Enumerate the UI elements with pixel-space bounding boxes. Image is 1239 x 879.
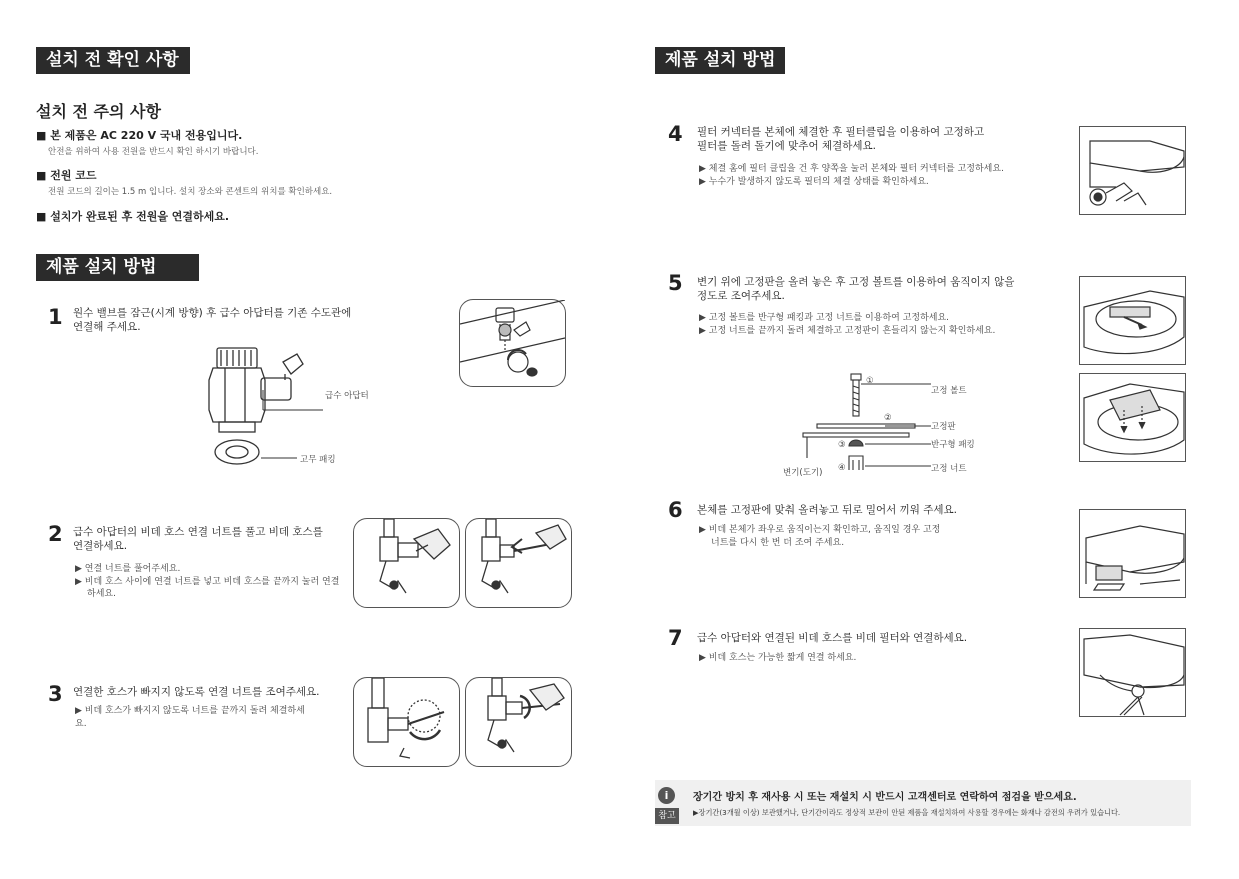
label-toilet: 변기(도기) bbox=[783, 468, 823, 478]
step-2-image-a bbox=[353, 518, 460, 608]
step-4-sub2: ▶ 누수가 발생하지 않도록 필터의 체결 상태를 확인하세요. bbox=[699, 176, 929, 187]
part-label-bolt: 고정 볼트 bbox=[931, 386, 967, 396]
bullet-power-head: ■ 본 제품은 AC 220 V 국내 전용입니다. bbox=[36, 129, 243, 142]
note-title: 장기간 방치 후 재사용 시 또는 재설치 시 반드시 고객센터로 연락하여 점검을 받으세요. bbox=[693, 792, 1077, 803]
step-2-sub1: ▶ 연결 너트를 풀어주세요. bbox=[75, 564, 181, 574]
caution-title: 설치 전 주의 사항 bbox=[36, 102, 161, 121]
step-3-number: 3 bbox=[48, 682, 63, 706]
step-1-line1: 원수 밸브를 잠근(시계 방향) 후 급수 아답터를 기존 수도관에 bbox=[73, 307, 352, 319]
step-7-number: 7 bbox=[668, 626, 683, 650]
part-label-plate: 고정판 bbox=[931, 422, 956, 432]
part-mark-4: ④ bbox=[838, 463, 846, 473]
step-2-image-b bbox=[465, 518, 572, 608]
step-6-subtext bbox=[699, 524, 999, 549]
part-label-packing: 반구형 패킹 bbox=[931, 440, 975, 450]
step-4-sub1: ▶ 체결 홈에 필터 클립을 건 후 양쪽을 눌러 본체와 필터 커넥터를 고정하세요. bbox=[699, 164, 1004, 174]
step-3-line1: 연결한 호스가 빠지지 않도록 연결 너트를 조여주세요. bbox=[73, 686, 320, 698]
part-label-nut: 고정 너트 bbox=[931, 464, 967, 474]
step-5-line2: 정도로 조여주세요. bbox=[697, 290, 785, 302]
label-water-adapter: 급수 아답터 bbox=[325, 391, 369, 401]
note-body: ▶장기간(3개월 이상) 보관했거나, 단기간이라도 정상적 보관이 안된 제품을 재설치하여 사용할 경우에는 화재나 감전의 우려가 있습니다. bbox=[693, 808, 1121, 817]
step-3-sub1: ▶ 비데 호스가 빠지지 않도록 너트를 끝까지 돌려 체결하세요. bbox=[75, 706, 305, 729]
step-4-line2: 필터를 돌려 돌기에 맞추어 체결하세요. bbox=[697, 140, 876, 152]
section-title-pre-install: 설치 전 확인 사항 bbox=[36, 47, 190, 74]
step-1-valve-image bbox=[459, 299, 566, 387]
step-6-number: 6 bbox=[668, 498, 683, 522]
step-1-line2: 연결해 주세요. bbox=[73, 321, 141, 333]
step-2-number: 2 bbox=[48, 522, 63, 546]
note-label: 참고 bbox=[655, 808, 679, 824]
step-1-number: 1 bbox=[48, 305, 63, 329]
step-2-subtext bbox=[75, 563, 345, 601]
note-box bbox=[655, 780, 1191, 826]
step-6-image bbox=[1079, 509, 1186, 598]
part-mark-2: ② bbox=[884, 413, 892, 423]
bullet-connect-head: ■ 설치가 완료된 후 전원을 연결하세요. bbox=[36, 210, 230, 223]
step-2-line1: 급수 아답터의 비데 호스 연결 너트를 풀고 비데 호스를 bbox=[73, 526, 323, 538]
bullet-cord-sub: 전원 코드의 길이는 1.5 m 입니다. 설치 장소와 콘센트의 위치를 확인하세요. bbox=[48, 187, 333, 197]
step-5-sub1: ▶ 고정 볼트를 반구형 패킹과 고정 너트를 이용하여 고정하세요. bbox=[699, 313, 950, 323]
step-4-image bbox=[1079, 126, 1186, 215]
adapter-illustration bbox=[205, 340, 405, 470]
part-mark-1: ① bbox=[866, 376, 874, 386]
step-4-text bbox=[697, 125, 1067, 153]
bullet-cord-head: ■ 전원 코드 bbox=[36, 169, 97, 182]
step-2-sub2: ▶ 비데 호스 사이에 연결 너트를 넣고 비데 호스를 끝까지 눌러 연결하세요. bbox=[75, 576, 340, 599]
step-5-number: 5 bbox=[668, 271, 683, 295]
step-2-line2: 연결하세요. bbox=[73, 540, 128, 552]
bullet-power-sub: 안전을 위하여 사용 전원을 반드시 확인 하시기 바랍니다. bbox=[48, 147, 259, 157]
step-3-image-a bbox=[353, 677, 460, 767]
step-5-line1: 변기 위에 고정판을 올려 놓은 후 고정 볼트를 이용하여 움직이지 않을 bbox=[697, 276, 1015, 288]
part-mark-3: ③ bbox=[838, 440, 846, 450]
step-7-sub1: ▶ 비데 호스는 가능한 짧게 연결 하세요. bbox=[699, 653, 857, 663]
step-5-text bbox=[697, 275, 1067, 303]
section-title-install-left: 제품 설치 방법 bbox=[36, 254, 199, 281]
step-3-image-b bbox=[465, 677, 572, 767]
step-6-line1: 본체를 고정판에 맞춰 올려놓고 뒤로 밀어서 끼워 주세요. bbox=[697, 504, 957, 516]
step-2-text bbox=[73, 525, 353, 553]
section-title-install-right: 제품 설치 방법 bbox=[655, 47, 785, 74]
label-rubber-packing: 고무 패킹 bbox=[300, 455, 336, 465]
step-1-text bbox=[73, 306, 383, 334]
step-5-image-b bbox=[1079, 373, 1186, 462]
step-5-image-a bbox=[1079, 276, 1186, 365]
step-5-sub2: ▶ 고정 너트를 끝까지 돌려 체결하고 고정판이 흔들리지 않는지 확인하세요. bbox=[699, 325, 996, 336]
info-icon: i bbox=[658, 787, 675, 804]
step-4-line1: 필터 커넥터를 본체에 체결한 후 필터클립을 이용하여 고정하고 bbox=[697, 126, 985, 138]
step-4-subtext bbox=[699, 163, 1069, 188]
step-7-image bbox=[1079, 628, 1186, 717]
step-5-subtext bbox=[699, 312, 1069, 337]
step-4-number: 4 bbox=[668, 122, 683, 146]
step-6-sub2: 너트를 다시 한 번 더 조여 주세요. bbox=[711, 537, 845, 548]
step-6-sub1: ▶ 비데 본체가 좌우로 움직이는지 확인하고, 움직일 경우 고정 bbox=[699, 525, 941, 535]
step-7-line1: 급수 아답터와 연결된 비데 호스를 비데 필터와 연결하세요. bbox=[697, 632, 968, 644]
